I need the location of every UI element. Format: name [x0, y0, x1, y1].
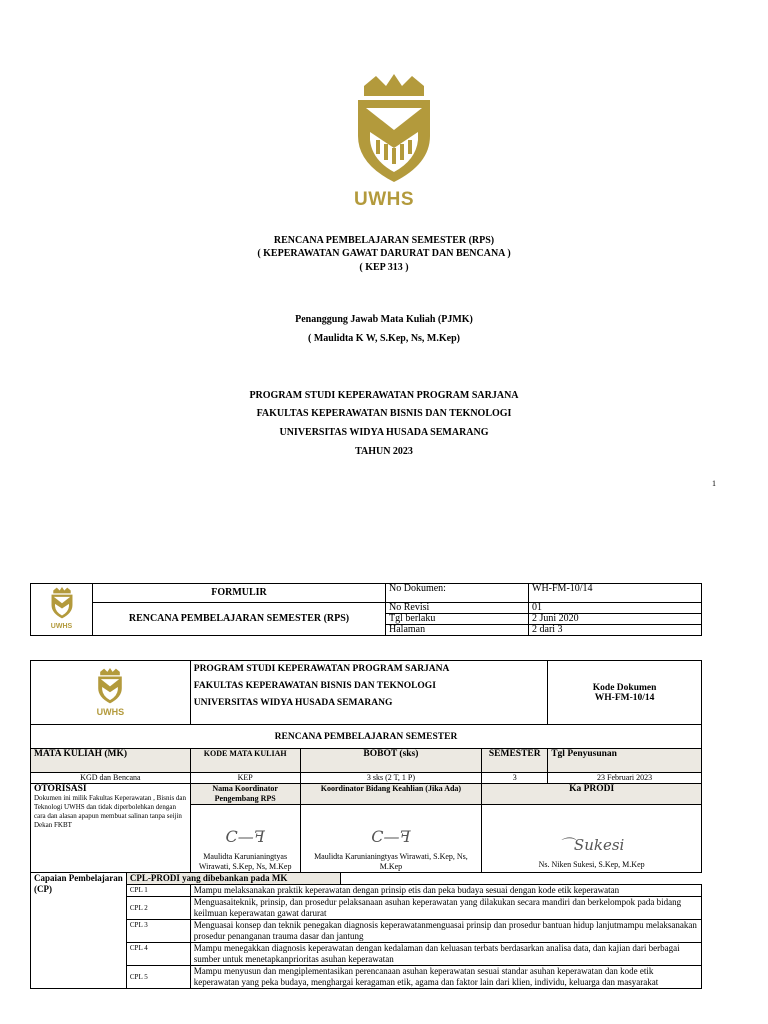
kode-dokumen-cell: [548, 661, 702, 725]
header-semester: SEMESTER: [482, 749, 548, 773]
prodi-line: PROGRAM STUDI KEPERAWATAN PROGRAM SARJANA: [193, 664, 450, 674]
prodi-line: FAKULTAS KEPERAWATAN BISNIS DAN TEKNOLOGI: [193, 681, 436, 691]
rps-label: RENCANA PEMBELAJARAN SEMESTER (RPS): [93, 603, 386, 636]
value-kode: KEP: [190, 773, 300, 784]
kode-dokumen-label: Kode Dokumen: [592, 682, 657, 693]
institution-line: UNIVERSITAS WIDYA HUSADA SEMARANG: [279, 427, 489, 438]
cp-label: Capaian Pembelajaran (CP): [31, 873, 127, 989]
header-kode: KODE MATA KULIAH: [190, 749, 300, 773]
signature-mark: C—ꟻ: [371, 827, 411, 846]
brand-wordmark: UWHS: [353, 189, 415, 210]
pjmk-name: ( Maulidta K W, S.Kep, Ns, M.Kep): [308, 333, 460, 344]
value-mk: KGD dan Bencana: [31, 773, 191, 784]
uwhs-shield-logo: [49, 587, 75, 619]
cpl-header: CPL-PRODI yang dibebankan pada MK: [126, 873, 340, 885]
form-row-value: 2 dari 3: [529, 625, 702, 636]
section-title: RENCANA PEMBELAJARAN SEMESTER: [31, 725, 702, 749]
form-row-value: WH-FM-10/14: [529, 584, 702, 603]
page-number: 1: [712, 479, 716, 488]
prodi-line: UNIVERSITAS WIDYA HUSADA SEMARANG: [193, 698, 393, 708]
brand-wordmark: UWHS: [96, 707, 125, 717]
cpl-code: CPL 3: [126, 920, 190, 943]
bidang-name: Maulidta Karunianingtyas Wirawati, S.Kep, Ns, M.Kep: [314, 852, 468, 871]
bidang-signature-cell: [300, 805, 482, 873]
cover-title-line: ( KEP 313 ): [359, 262, 409, 273]
rps-table: [30, 660, 702, 989]
cpl-text: Menguasaiteknik, prinsip, dan prosedur pelaksanaan asuhan keperawatan yang dilakukan secara mandiri dan berkelompok pada bidang keilmuan keperawatan gawat darurat: [190, 897, 701, 920]
cpl-code: CPL 5: [126, 966, 190, 989]
otorisasi-cell: [31, 784, 191, 873]
cpl-code: CPL 1: [126, 885, 190, 897]
cpl-code: CPL 4: [126, 943, 190, 966]
rps-logo-cell: [31, 661, 191, 725]
cover-title-line: ( KEPERAWATAN GAWAT DARURAT DAN BENCANA ): [257, 248, 511, 259]
form-row-value: 01: [529, 603, 702, 614]
formulir-label: FORMULIR: [93, 584, 386, 603]
cpl-text: Menguasai konsep dan teknik penegakan diagnosis keperawatanmenguasai prinsip dan prosedur bantuan hidup lanjutmampu melaksanakan prosedur penanganan trauma dasar dan jantung: [190, 920, 701, 943]
bidang-label: Koordinator Bidang Keahlian (Jika Ada): [300, 784, 482, 805]
brand-wordmark: UWHS: [50, 623, 73, 630]
otorisasi-note: Dokumen ini milik Fakultas Keperawatan , Bisnis dan Teknologi UWHS dan tidak diperbolehkan dengan cara dan alasan apapun membuat salinan tanpa seijin Dekan FKBT: [34, 794, 187, 829]
signature-mark: ⌒Sukesi: [558, 836, 625, 854]
prodi-block: [190, 661, 547, 725]
form-row-label: Halaman: [386, 625, 529, 636]
kode-dokumen-value: WH-FM-10/14: [594, 692, 655, 703]
value-tgl: 23 Februari 2023: [548, 773, 702, 784]
koordinator-signature-cell: [190, 805, 300, 873]
header-bobot: BOBOT (sks): [300, 749, 482, 773]
institution-line: TAHUN 2023: [355, 446, 413, 457]
cpl-text: Mampu melaksanakan praktik keperawatan dengan prinsip etis dan peka budaya sesuai dengan kode etik keperawatan: [190, 885, 701, 897]
form-row-label: No Revisi: [386, 603, 529, 614]
header-mk: MATA KULIAH (MK): [31, 749, 191, 773]
form-header-table: [30, 583, 702, 636]
kaprodi-signature-cell: [482, 805, 702, 873]
form-row-label: No Dokumen:: [386, 584, 529, 603]
kaprodi-label: Ka PRODI: [482, 784, 702, 805]
header-tgl: Tgl Penyusunan: [548, 749, 702, 773]
form-row-label: Tgl berlaku: [386, 614, 529, 625]
cpl-header-spacer: [340, 873, 701, 885]
form-logo-cell: [31, 584, 93, 636]
institution-line: PROGRAM STUDI KEPERAWATAN PROGRAM SARJANA: [249, 390, 519, 401]
cover-title-line: RENCANA PEMBELAJARAN SEMESTER (RPS): [273, 235, 495, 246]
cpl-text: Mampu menegakkan diagnosis keperawatan dengan kedalaman dan keluasan terbats berdasarkan analisa data, dan kajian dari berbagai sumber untuk menetapkanprioritas asuhan keperawatan: [190, 943, 701, 966]
kaprodi-name: Ns. Niken Sukesi, S.Kep, M.Kep: [538, 860, 645, 869]
otorisasi-label: OTORISASI: [34, 784, 87, 794]
cpl-text: Mampu menyusun dan mengiplementasikan perencanaan asuhan keperawatan sesuai standar asuhan keperawatan dan kode etik keperawatan yang peka budaya, menghargai keragaman etik, agama dan faktor lain dari klien, individu, keluarga dan masyarakat: [190, 966, 701, 989]
value-semester: 3: [482, 773, 548, 784]
koordinator-label: Nama Koordinator Pengembang RPS: [190, 784, 300, 805]
value-bobot: 3 sks (2 T, 1 P): [300, 773, 482, 784]
form-row-value: 2 Juni 2020: [529, 614, 702, 625]
signature-mark: C—ꟻ: [225, 827, 265, 846]
uwhs-shield-logo: [96, 668, 124, 704]
cpl-code: CPL 2: [126, 897, 190, 920]
koordinator-name: Maulidta Karunianingtyas Wirawati, S.Kep, Ns, M.Kep: [198, 852, 292, 871]
institution-line: FAKULTAS KEPERAWATAN BISNIS DAN TEKNOLOGI: [256, 408, 512, 419]
uwhs-shield-logo: [356, 74, 432, 184]
pjmk-label: Penanggung Jawab Mata Kuliah (PJMK): [295, 314, 473, 325]
